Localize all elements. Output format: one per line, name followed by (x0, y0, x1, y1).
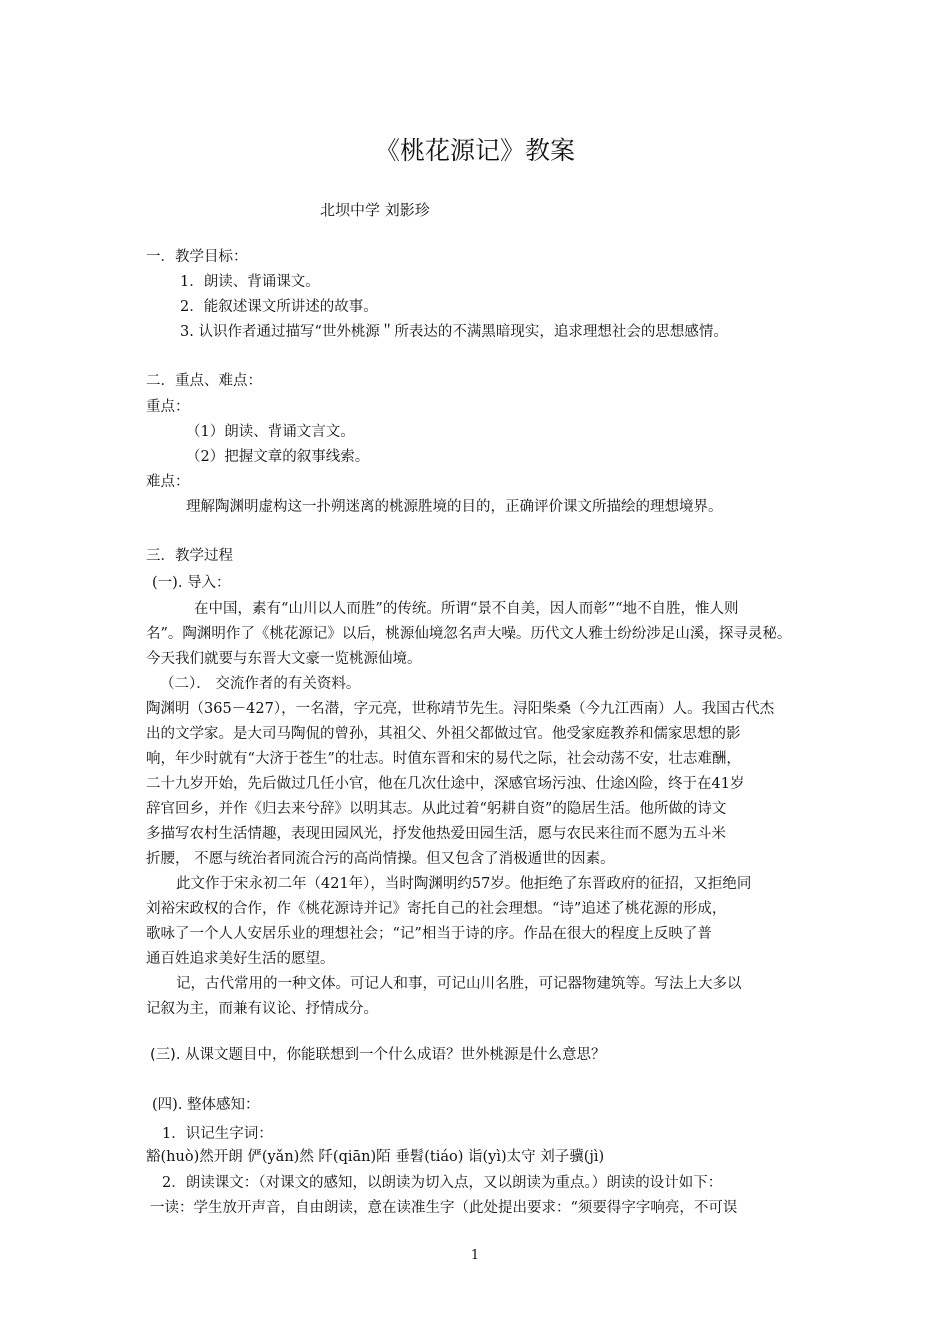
part4-item-2: 2．朗读课文：（对课文的感知，以朗读为切入点，又以朗读为重点。）朗读的设计如下： (162, 1175, 723, 1191)
part2-line-8: 此文作于宋永初二年（421年），当时陶渊明约57岁。他拒绝了东晋政府的征招，又拒绝同 (176, 876, 752, 892)
part2-line-4: 二十九岁开始，先后做过几任小官，他在几次仕途中，深感官场污浊、仕途凶险，终于在41岁 (146, 776, 745, 792)
part2-line-7: 折腰， 不愿与统治者同流合污的高尚情操。但又包含了消极遁世的因素。 (146, 851, 615, 867)
part1-heading: (一). 导入： (152, 575, 231, 591)
section3-heading: 三．教学过程 (146, 548, 233, 564)
part1-line-2: 名”。陶渊明作了《桃花源记》以后，桃源仙境忽名声大噪。历代文人雅士纷纷涉足山溪，探寻灵秘。 (146, 626, 792, 642)
part2-line-10: 歌咏了一个人人安居乐业的理想社会；“记”相当于诗的序。作品在很大的程度上反映了普 (146, 926, 712, 942)
difficulty-label: 难点： (146, 474, 190, 490)
difficulty-text: 理解陶渊明虚构这一扑朔迷离的桃源胜境的目的，正确评价课文所描绘的理想境界。 (186, 499, 723, 515)
part4-item-1: 1．识记生字词： (162, 1126, 273, 1142)
part2-line-13: 记叙为主，而兼有议论、抒情成分。 (146, 1001, 378, 1017)
page-number: 1 (470, 1248, 480, 1263)
document-title: 《桃花源记》教案 (374, 136, 575, 165)
part2-line-11: 通百姓追求美好生活的愿望。 (146, 951, 335, 967)
part3-heading: (三). 从课文题目中，你能联想到一个什么成语？世外桃源是什么意思？ (150, 1047, 606, 1063)
part2-line-9: 刘裕宋政权的合作，作《桃花源诗并记》寄托自己的社会理想。“诗”追述了桃花源的形成， (146, 901, 727, 917)
part2-line-3: 响，年少时就有“大济于苍生”的壮志。时值东晋和宋的易代之际，社会动荡不安，壮志难酬， (146, 751, 741, 767)
part4-heading: (四). 整体感知： (152, 1097, 260, 1113)
objective-item-3: 3. 认识作者通过描写“世外桃源＂所表达的不满黑暗现实，追求理想社会的思想感情。 (180, 324, 728, 340)
part4-item-3: 一读：学生放开声音，自由朗读，意在读准生字（此处提出要求：“须要得字字响亮，不可误 (150, 1200, 738, 1216)
part2-line-2: 出的文学家。是大司马陶侃的曾孙，其祖父、外祖父都做过官。他受家庭教养和儒家思想的影 (146, 726, 741, 742)
vocabulary-words: 豁(huò)然开朗 俨(yǎn)然 阡(qiān)陌 垂髫(tiáo) 诣(yì)太守 刘子骥(jì) (146, 1149, 605, 1165)
part2-line-5: 辞官回乡，并作《归去来兮辞》以明其志。从此过着“躬耕自资”的隐居生活。他所做的诗文 (146, 801, 727, 817)
key-point-1: （1）朗读、背诵文言文。 (186, 424, 355, 440)
objective-item-2: 2．能叙述课文所讲述的故事。 (180, 299, 378, 315)
part2-line-6: 多描写农村生活情趣，表现田园风光，抒发他热爱田园生活，愿与农民来往而不愿为五斗米 (146, 826, 726, 842)
section1-heading: 一．教学目标： (146, 249, 248, 265)
section2-heading: 二．重点、难点： (146, 373, 262, 389)
key-point-2: （2）把握文章的叙事线索。 (186, 449, 370, 465)
part1-line-1: 在中国，素有“山川以人而胜”的传统。所谓“景不自美，因人而彰”“地不自胜，惟人则 (194, 601, 739, 617)
objective-item-1: 1．朗读、背诵课文。 (180, 274, 320, 290)
author-line: 北坝中学 刘影珍 (320, 201, 430, 219)
part2-line-1: 陶渊明（365－427），一名潜，字元亮，世称靖节先生。浔阳柴桑（今九江西南）人。我国古代杰 (146, 701, 775, 717)
part2-line-12: 记，古代常用的一种文体。可记人和事，可记山川名胜，可记器物建筑等。写法上大多以 (176, 976, 742, 992)
key-points-label: 重点： (146, 399, 190, 415)
part1-line-3: 今天我们就要与东晋大文豪一览桃源仙境。 (146, 651, 422, 667)
part2-heading: （二）． 交流作者的有关资料。 (160, 676, 361, 692)
